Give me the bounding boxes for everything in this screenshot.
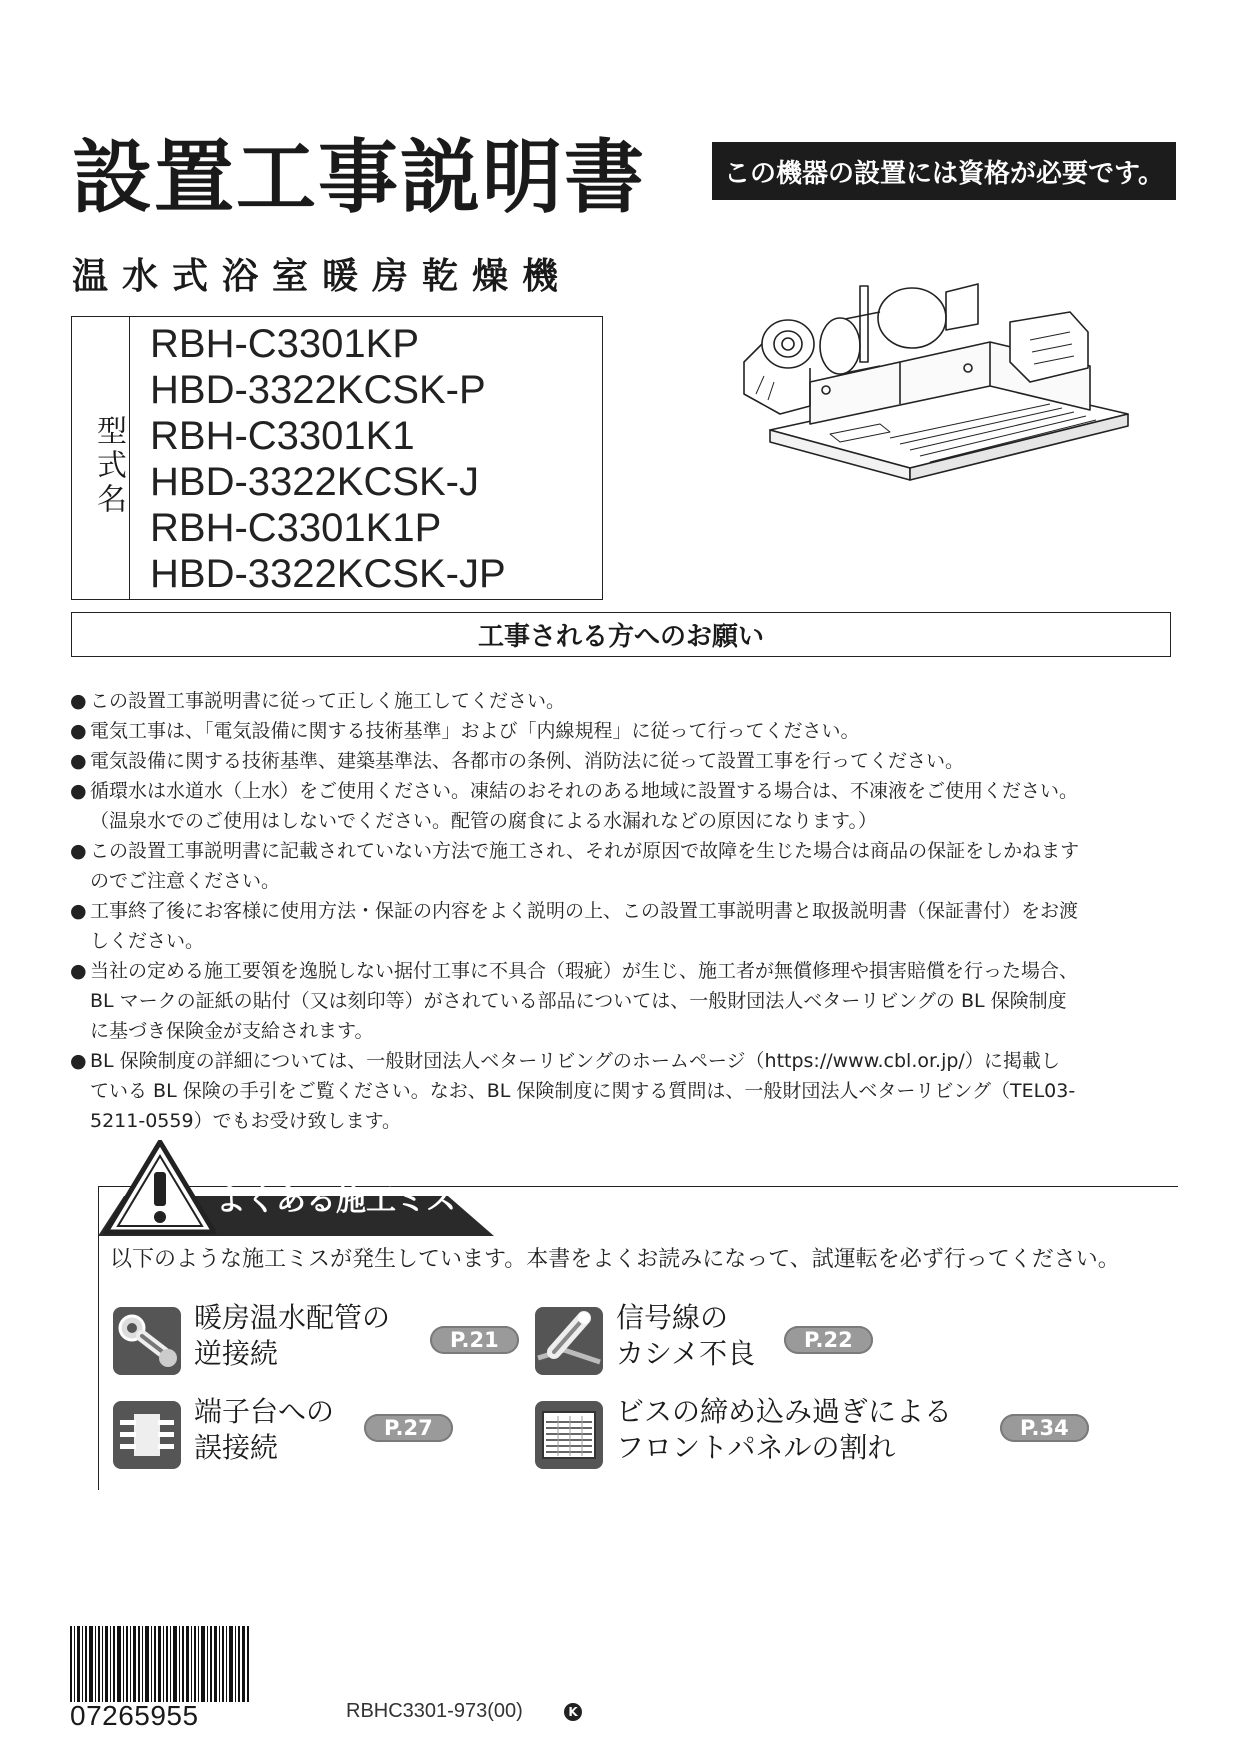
request-line-continued — [70, 866, 1178, 896]
mistake-label-line: カシメ不良 — [616, 1337, 756, 1370]
product-category: 温水式浴室暖房乾燥機 — [72, 256, 573, 297]
request-line-text: 電気工事は、「電気設備に関する技術基準」および「内線規程」に従って行ってください。 — [90, 720, 860, 742]
model-item: HBD-3322KCSK-JP — [150, 552, 506, 596]
product-illustration — [740, 282, 1138, 510]
barcode — [70, 1626, 250, 1702]
bullet-mark: ● — [70, 960, 87, 982]
mistake-label-line: 誤接続 — [194, 1431, 279, 1464]
model-item: RBH-C3301KP — [150, 322, 420, 366]
page-reference-badge: P.22 — [784, 1326, 873, 1354]
bullet-mark: ● — [70, 840, 87, 862]
mistake-label-line: フロントパネルの割れ — [616, 1431, 896, 1464]
request-line — [70, 1046, 1178, 1076]
request-line-text: 5211-0559）でもお受け致します。 — [90, 1110, 402, 1132]
model-label-cell — [72, 317, 130, 599]
request-line-text: に基づき保険金が支給されます。 — [90, 1020, 374, 1042]
barcode-number: 07265955 — [70, 1700, 199, 1731]
request-line — [70, 776, 1178, 806]
bullet-mark: ● — [70, 750, 87, 772]
request-line-text: しください。 — [90, 930, 205, 952]
request-line-text: この設置工事説明書に従って正しく施工してください。 — [90, 690, 566, 712]
mistakes-intro: 以下のような施工ミスが発生しています。本書をよくお読みになって、試運転を必ず行ってください。 — [110, 1247, 1120, 1272]
request-line-continued — [70, 926, 1178, 956]
warning-icon — [106, 1142, 214, 1232]
bullet-mark: ● — [70, 1050, 87, 1072]
request-line — [70, 746, 1178, 776]
model-item: RBH-C3301K1P — [150, 506, 442, 550]
front-panel-icon — [534, 1400, 604, 1470]
request-line-text: のでご注意ください。 — [90, 870, 281, 892]
mistake-label-line: 信号線の — [616, 1301, 729, 1334]
mistake-label — [194, 1300, 390, 1372]
page-reference-badge: P.21 — [430, 1326, 519, 1354]
request-line — [70, 896, 1178, 926]
k-mark-icon: K — [564, 1703, 582, 1721]
bullet-mark: ● — [70, 900, 87, 922]
model-table — [71, 316, 603, 600]
model-item: HBD-3322KCSK-J — [150, 460, 480, 504]
model-item: RBH-C3301K1 — [150, 414, 415, 458]
terminal-block-icon — [112, 1400, 182, 1470]
request-line — [70, 836, 1178, 866]
mistake-label — [616, 1300, 755, 1372]
document-code: RBHC3301-973(00) — [346, 1700, 523, 1722]
request-line-text: 当社の定める施工要領を逸脱しない据付工事に不具合（瑕疵）が生じ、施工者が無償修理や損害賠償を行った場合、 — [90, 960, 1079, 982]
mistake-label — [616, 1394, 952, 1466]
page-reference-badge: P.27 — [364, 1414, 453, 1442]
request-line-continued — [70, 806, 1178, 836]
request-line-text: BL 保険制度の詳細については、一般財団法人ベターリビングのホームページ（https://www.cbl.or.jp/）に掲載し — [90, 1050, 1060, 1072]
request-line — [70, 716, 1178, 746]
request-line — [70, 956, 1178, 986]
model-list — [150, 321, 506, 597]
bullet-mark: ● — [70, 690, 87, 712]
request-line-text: 循環水は水道水（上水）をご使用ください。凍結のおそれのある地域に設置する場合は、不凍液をご使用ください。 — [90, 780, 1079, 802]
mistake-label-line: 逆接続 — [194, 1337, 279, 1370]
request-line-text: （温泉水でのご使用はしないでください。配管の腐食による水漏れなどの原因になります。） — [90, 810, 877, 832]
request-heading: 工事される方へのお願い — [71, 612, 1171, 657]
mistake-label-line: 端子台への — [194, 1395, 335, 1428]
request-line — [70, 686, 1178, 716]
request-line-continued — [70, 1016, 1178, 1046]
pipe-connection-icon — [112, 1306, 182, 1376]
request-line-text: この設置工事説明書に記載されていない方法で施工され、それが原因で故障を生じた場合は商品の保証をしかねます — [90, 840, 1080, 862]
mistake-label-line: ビスの締め込み過ぎによる — [616, 1395, 953, 1428]
request-line-text: 電気設備に関する技術基準、建築基準法、各都市の条例、消防法に従って設置工事を行ってください。 — [90, 750, 965, 772]
request-line-text: ている BL 保険の手引をご覧ください。なお、BL 保険制度に関する質問は、一般財団法人ベターリビング（TEL03- — [90, 1080, 1076, 1102]
page-reference-badge: P.34 — [1000, 1414, 1089, 1442]
request-line-text: 工事終了後にお客様に使用方法・保証の内容をよく説明の上、この設置工事説明書と取扱説明書（保証書付）をお渡 — [90, 900, 1079, 922]
request-line-continued — [70, 1106, 1178, 1136]
qualification-notice-badge: この機器の設置には資格が必要です。 — [712, 142, 1176, 200]
model-label: 型式名 — [91, 415, 126, 517]
document-title: 設置工事説明書 — [72, 131, 646, 224]
bullet-mark: ● — [70, 720, 87, 742]
request-line-text: BL マークの証紙の貼付（又は刻印等）がされている部品については、一般財団法人ベターリビングの BL 保険制度 — [90, 990, 1067, 1012]
crimp-connector-icon — [534, 1306, 604, 1376]
mistakes-title: よくある施工ミス — [216, 1183, 456, 1218]
request-line-continued — [70, 1076, 1178, 1106]
mistake-label-line: 暖房温水配管の — [194, 1301, 391, 1334]
model-item: HBD-3322KCSK-P — [150, 368, 486, 412]
request-line-continued — [70, 986, 1178, 1016]
bullet-mark: ● — [70, 780, 87, 802]
request-list — [70, 686, 1178, 1136]
mistake-label — [194, 1394, 334, 1466]
